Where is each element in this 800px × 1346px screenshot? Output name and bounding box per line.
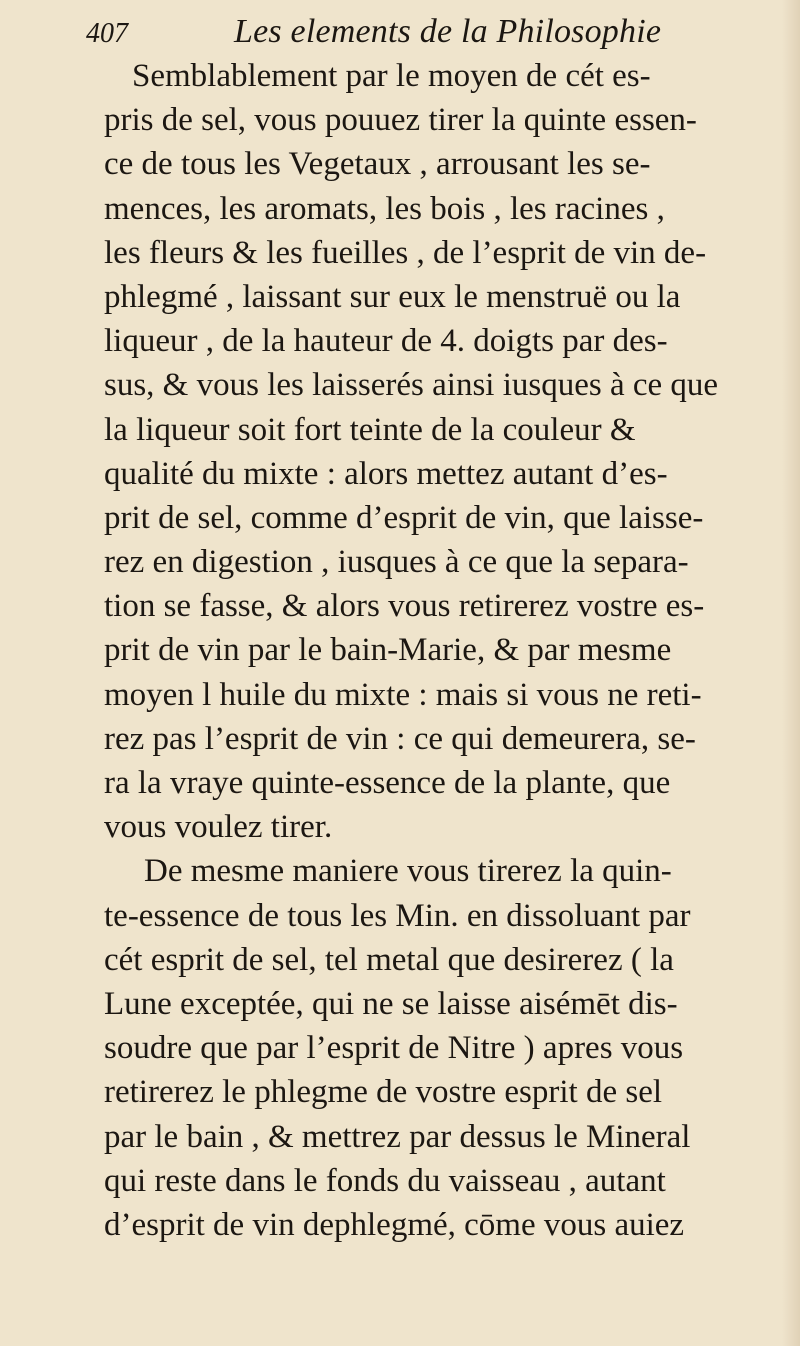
page-header [86, 12, 786, 56]
text-line-27: d’esprit de vin dephlegmé, cōme vous auiez [104, 1206, 685, 1243]
text-line-18: vous voulez tirer. [104, 809, 333, 846]
text-line-1: Semblablement par le moyen de cét es- [132, 58, 651, 94]
text-line-20: te-essence de tous les Min. en dissoluant par [104, 897, 691, 934]
text-line-6: phlegmé , laissant sur eux le menstruë ou la [104, 278, 681, 315]
text-line-3: ce de tous les Vegetaux , arrousant les se- [104, 146, 651, 183]
text-line-16: rez pas l’esprit de vin : ce qui demeurera, se- [104, 720, 696, 757]
text-line-22: Lune exceptée, qui ne se laisse aisémēt dis- [104, 985, 678, 1022]
text-line-14: prit de vin par le bain-Marie, & par mesme [104, 632, 672, 669]
body-text [104, 54, 790, 1247]
text-line-10: qualité du mixte : alors mettez autant d’es- [104, 455, 668, 492]
text-line-11: prit de sel, comme d’esprit de vin, que laisse- [104, 499, 704, 536]
text-line-8: sus, & vous les laisserés ainsi iusques à ce que [104, 367, 719, 404]
text-line-17: ra la vraye quinte-essence de la plante, que [104, 765, 671, 801]
text-line-26: qui reste dans le fonds du vaisseau , autant [104, 1162, 666, 1199]
text-line-25: par le bain , & mettrez par dessus le Mineral [104, 1118, 691, 1155]
running-title: Les elements de la Philosophie [234, 13, 662, 50]
text-line-19: De mesme maniere vous tirerez la quin- [144, 853, 672, 890]
text-line-21: cét esprit de sel, tel metal que desirerez ( la [104, 941, 674, 978]
text-line-2: pris de sel, vous pouuez tirer la quinte essen- [104, 102, 697, 139]
text-line-4: mences, les aromats, les bois , les racines , [104, 190, 665, 227]
text-line-24: retirerez le phlegme de vostre esprit de sel [104, 1074, 663, 1111]
text-line-15: moyen l huile du mixte : mais si vous ne reti- [104, 676, 702, 713]
text-line-9: la liqueur soit fort teinte de la couleur & [104, 411, 636, 448]
text-line-7: liqueur , de la hauteur de 4. doigts par des- [104, 323, 668, 360]
text-line-13: tion se fasse, & alors vous retirerez vostre es- [104, 588, 705, 625]
text-line-23: soudre que par l’esprit de Nitre ) apres vous [104, 1030, 684, 1067]
text-line-12: rez en digestion , iusques à ce que la separa- [104, 544, 689, 581]
page-number: 407 [86, 18, 128, 49]
text-line-5: les fleurs & les fueilles , de l’esprit de vin de- [104, 234, 707, 271]
page-edge-shadow [782, 0, 800, 1346]
